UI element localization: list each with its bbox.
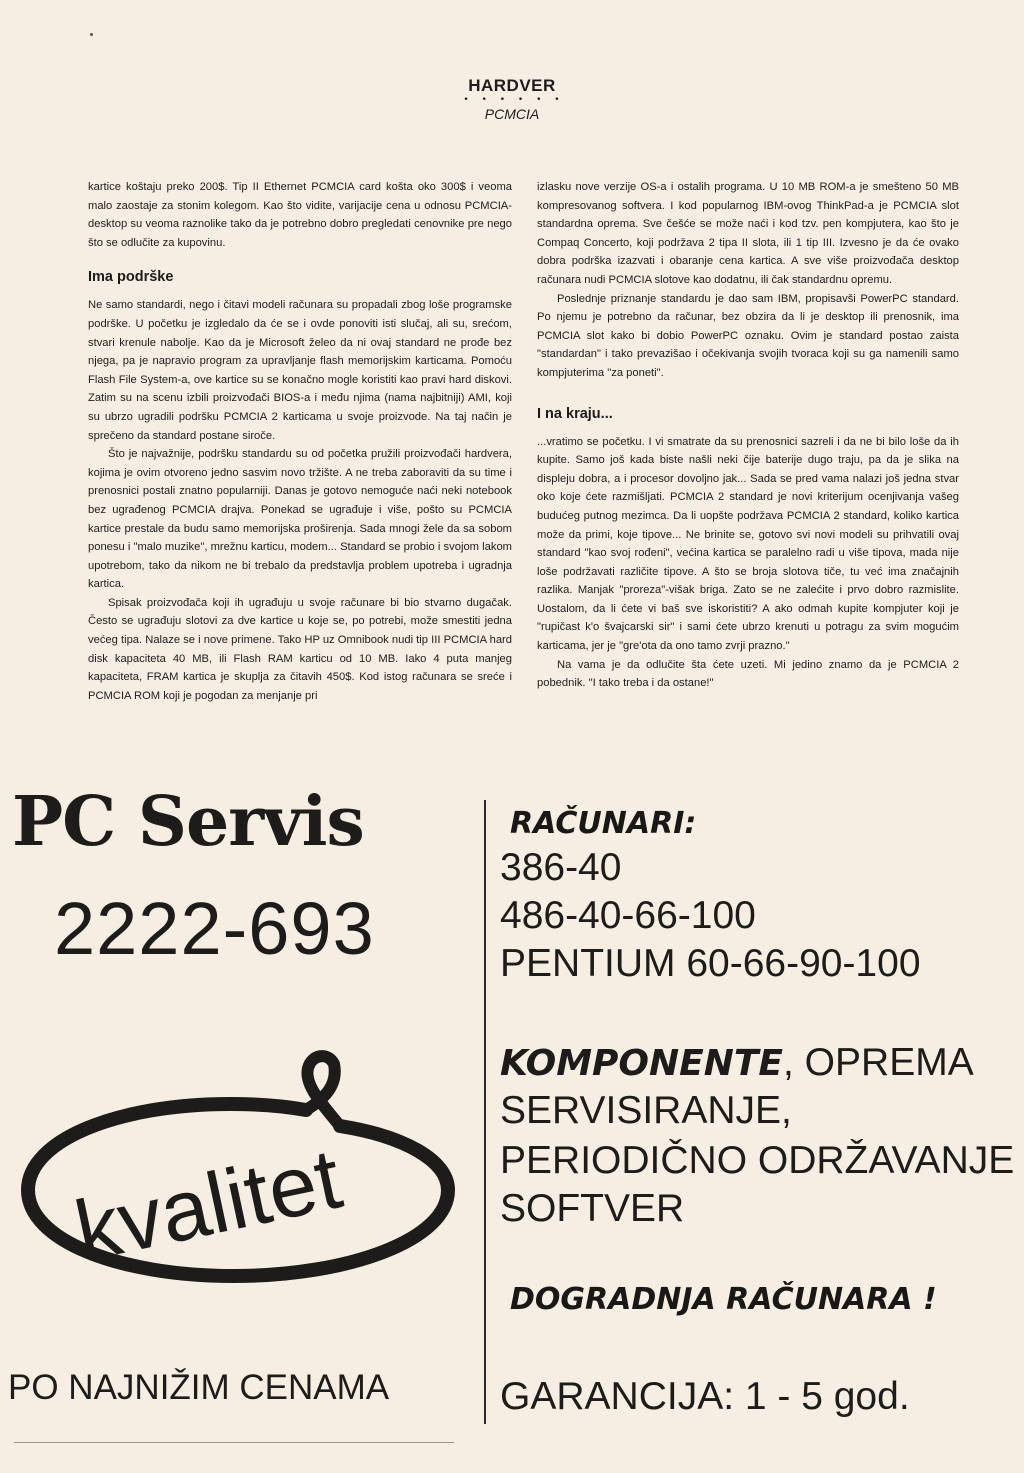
article-column-left bbox=[88, 178, 512, 705]
print-speck bbox=[90, 33, 93, 36]
ad-computer-model: 486-40-66-100 bbox=[500, 894, 756, 937]
section-subtitle: PCMCIA bbox=[484, 106, 540, 122]
paragraph: Što je najvažnije, podršku standardu su od početka pružili proizvođači hardvera, kojima je ovim otvoreno jedno sasvim novo tržište. A ne treba zaboraviti da su time i prenosnici postali znatno popularniji. Danas je gotovo nemoguće naći neki notebook bez ugrađenog PCMCIA drajva. Ponekad se ugrađuje i više, pošto su PCMCIA kartice prestale da budu samo memorijska proširenja. Sada mnogi žele da sa sobom ponesu i "malo muzike", mrežnu karticu, modem... Standard se probio i svojom lakom upotrebom, tako da nikom ne bi trebalo da predstavlja problem upotreba i ugradnja kartica. bbox=[88, 448, 512, 591]
ad-components-rest: , OPREMA bbox=[783, 1041, 974, 1084]
paragraph: Poslednje priznanje standardu je dao sam IBM, propisavši PowerPC standard. Po njemu je potrebno da računar, bez obzira da li je desktop ili prenosnik, ima PCMCIA slot kako bi dobio PowerPC oznaku. Ovim je standard postao zaista "standardan" i tako prevazišao i očekivanja svojih tvoraca koji su ga namenili samo kompjuterima "za poneti". bbox=[537, 292, 959, 379]
page-header bbox=[0, 76, 1024, 122]
paragraph: izlasku nove verzije OS-a i ostalih programa. U 10 MB ROM-a je smešteno 50 MB kompresovanog softvera. I kod popularnog IBM-ovog ThinkPad-a je PCMCIA slot standardna oprema. Sve češće se može naći i kod tzv. pen kompjutera, kao što je Compaq Concerto, koji podržava 2 tipa II slota, ili 1 tip III. Izvesno je da će ovako dobra podrška izazvati i obaranje cena kartica. A sve više proizvođača desktop računara nudi PCMCIA slotove kao dodatnu, ili čak standardnu opremu. bbox=[537, 181, 959, 286]
kvalitet-stamp-icon bbox=[8, 1040, 468, 1290]
ad-service-line: SERVISIRANJE, bbox=[500, 1089, 792, 1132]
ad-computer-model: 386-40 bbox=[500, 846, 622, 889]
paragraph: Spisak proizvođača koji ih ugrađuju u svoje računare bi bio stvarno dugačak. Često se ugrađuju slotovi za dve kartice u koje se, po potrebi, može smestiti jedna većeg tipa. Nalaze se i nove primene. Tako HP uz Omnibook nudi tip III PCMCIA hard disk kapaciteta 40 MB, ili Flash RAM karticu od 10 MB. Iako 4 puta manjeg kapaciteta, FRAM kartica je skuplja za čitavih 450$. Kod istog računara se sreće i PCMCIA ROM koji je pogodan za menjanje pri bbox=[88, 596, 512, 702]
section-title: HARDVER bbox=[468, 76, 556, 95]
ad-phone-number: 2222-693 bbox=[54, 887, 375, 970]
paragraph: Ne samo standardi, nego i čitavi modeli računara su propadali zbog loše programske podrške. U početku je izgledalo da će se i ovde ponoviti isti slučaj, ali su, srećom, stvari krenule nabolje. Kao da je Microsoft želeo da ni ovaj standard ne prođe bez njega, pa je napravio program za upravljanje flash memorijskim karticama. Pomoću Flash File System-a, ove kartice su se konačno mogle koristiti kao pravi hard diskovi. Zatim su na scenu izbili proizvođači BIOS-a i među njima (nama najbitniji) AMI, koji su ubrzo ugradili podršku PCMCIA 2 karticama u svoje proizvode. Na taj način je sprečeno da standard postane siroče. bbox=[88, 299, 512, 442]
paragraph: ...vratimo se početku. I vi smatrate da su prenosnici sazreli i da ne bi bilo loše da ih kupite. Samo još kada biste našli neki čije baterije dugo traju, pa da je slika na displeju dobra, a i procesor dovoljno jak... Sada se pred vama nalazi još jedna stvar oko koje ćete razmišljati. PCMCIA 2 standard je novi kriterijum ocenjivanja vašeg budućeg putnog mezimca. Da li uopšte podržava PCMCIA 2 standard, koliko kartica može da primi, koje tipove... Ne brinite se, gotovo svi novi modeli su prihvatili ovaj standard "kao svoj rođeni", većina kartica se paralelno radi u više tipova, mada nije loše podržavati različite tipove. A što se broja slotova tiče, tu već ima značajnih razlika. Manjak "proreza"-višak briga. Zato se ne zalećite i prvo dobro razmislite. Uostalom, da li ćete vi baš sve iskoristiti? A ako odmah kupite kompjuter koji je "rupičast k'o švajcarski sir" i sami ćete ubrzo krenuti u potragu za svim mogućim karticama, jer je "gre'ota da ono tamo zvrji prazno." bbox=[537, 435, 959, 653]
ad-rule bbox=[14, 1442, 454, 1443]
ad-divider bbox=[484, 800, 486, 1424]
subheading-i-na-kraju: I na kraju... bbox=[537, 405, 613, 422]
ad-service-line: SOFTVER bbox=[500, 1187, 685, 1230]
ad-upgrade-heading: DOGRADNJA RAČUNARA ! bbox=[510, 1282, 937, 1317]
ad-lowest-prices: PO NAJNIŽIM CENAMA bbox=[8, 1368, 390, 1407]
ad-warranty: GARANCIJA: 1 - 5 god. bbox=[500, 1375, 910, 1418]
stamp-word: kvalitet bbox=[67, 1130, 350, 1281]
ad-computers-heading: RAČUNARI: bbox=[510, 806, 697, 841]
ad-brand-name: PC Servis bbox=[12, 782, 364, 862]
ad-computer-model: PENTIUM 60-66-90-100 bbox=[500, 942, 921, 985]
article-column-right bbox=[537, 178, 959, 693]
subheading-ima-podrske: Ima podrške bbox=[88, 269, 174, 286]
paragraph: kartice koštaju preko 200$. Tip II Ethernet PCMCIA card košta oko 300$ i veoma malo zaostaje za stonim kolegom. Kao što vidite, varijacije cena u odnosu PCMCIA-desktop su veoma raznolike tako da je potrebno dobro pregledati cenovnike pre nego što se odlučite za kupovinu. bbox=[88, 181, 512, 249]
ad-service-line: PERIODIČNO ODRŽAVANJE bbox=[500, 1139, 1015, 1182]
header-dots: • • • • • • bbox=[463, 95, 565, 105]
ad-components-bold: KOMPONENTE bbox=[500, 1043, 784, 1084]
paragraph: Na vama je da odlučite šta ćete uzeti. Mi jedino znamo da je PCMCIA 2 pobednik. "I tako treba i da ostane!" bbox=[537, 658, 959, 690]
ad-components-line bbox=[500, 1040, 974, 1087]
